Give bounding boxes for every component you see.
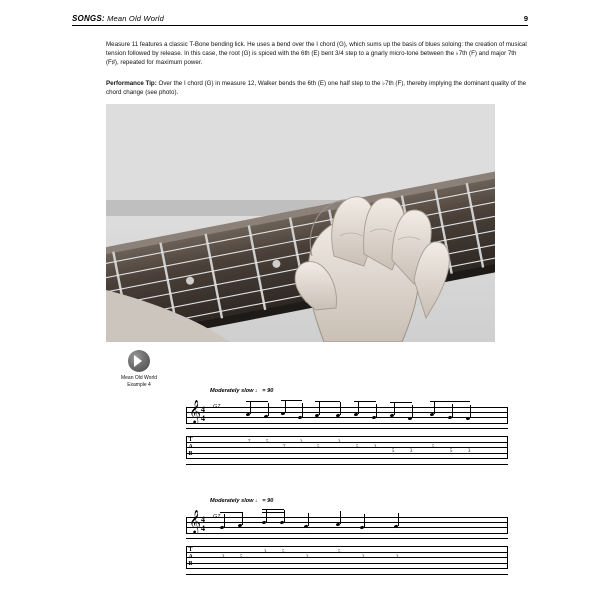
time-signature-top-2: 4 — [201, 515, 205, 524]
performance-tip-paragraph — [106, 79, 528, 97]
header-song-title: Mean Old World — [107, 14, 165, 23]
staff-lines-1 — [186, 407, 508, 429]
tab-label-b-2: B — [188, 560, 193, 567]
tab-lines-1 — [186, 436, 508, 465]
tempo-equals-1: = — [262, 388, 266, 394]
body-paragraph-1: Measure 11 features a classic T-Bone bending lick. He uses a bend over the I chord (G), which sums up the basis of blues soloing: the creation of musical tension followed by release. In this case, the root (G) is spiced with the 6th (E) bent 3/4 step to a gnarly micro-tone between the ♭7th (F) and major 7th (F♯), repeated for maximum power. — [106, 41, 527, 67]
tablature-staff-1 — [186, 434, 508, 464]
tempo-note-icon-1: ♩ — [255, 388, 261, 394]
barline-end-1 — [507, 407, 508, 424]
tempo-text-1: Moderately slow — [210, 388, 254, 394]
audio-example-block[interactable] — [104, 350, 174, 388]
performance-tip-text: Over the I chord (G) in measure 12, Walker bends the 6th (E) one half step to the ♭7th (F), thereby implying the dominant quality of the chord change (see photo). — [106, 80, 527, 97]
tab-label-a-1: A — [188, 443, 193, 450]
tab-number: 3 — [222, 554, 225, 560]
tab-number: 3 — [300, 440, 303, 445]
tab-number: 5 — [432, 444, 435, 450]
tab-barline-end-1 — [507, 436, 508, 459]
tab-label-t-1: T — [188, 436, 193, 443]
tab-number: 7 — [248, 440, 251, 445]
tab-barline-start-1 — [186, 436, 187, 459]
tab-number: 5 — [450, 449, 453, 455]
treble-clef-icon-1: 𝄞 — [189, 399, 201, 423]
tempo-marking-1 — [210, 388, 508, 394]
barline-start-1 — [186, 407, 187, 424]
header-left-group — [72, 14, 164, 23]
tab-number: 3 — [264, 550, 267, 555]
tab-number: 5 — [266, 440, 269, 445]
tab-label-b-1: B — [188, 450, 193, 457]
audio-play-icon[interactable] — [128, 350, 150, 372]
page-number: 9 — [523, 14, 528, 23]
tab-number: 5 — [317, 444, 320, 450]
audio-caption-line-2: Example 4 — [127, 381, 151, 388]
audio-caption-line-1: Mean Old World — [120, 375, 158, 381]
tablature-staff-2 — [186, 544, 508, 574]
header-section-label: SONGS: — [72, 14, 105, 23]
tab-barline-start-2 — [186, 546, 187, 569]
tempo-marking-2 — [210, 498, 508, 504]
time-signature-top-1: 4 — [201, 405, 205, 414]
tempo-note-icon-2: ♩ — [255, 498, 261, 504]
tab-number: 3 — [362, 554, 365, 560]
tempo-equals-2: = — [262, 498, 266, 504]
audio-caption — [104, 375, 174, 388]
tab-number: 3 — [396, 554, 399, 560]
time-signature-bottom-1: 4 — [201, 414, 205, 423]
guitar-hand-photo — [106, 104, 495, 342]
barline-end-2 — [507, 517, 508, 534]
tab-number: 3 — [468, 449, 471, 455]
tab-label-t-2: T — [188, 546, 193, 553]
performance-tip-label: Performance Tip: — [106, 80, 157, 87]
tab-lines-2 — [186, 546, 508, 575]
notation-staff-2 — [186, 505, 508, 539]
tab-barline-end-2 — [507, 546, 508, 569]
tab-number: 3 — [306, 554, 309, 560]
page-header — [72, 14, 528, 26]
photo-illustration — [106, 104, 495, 342]
chord-symbol-1: G7 — [213, 404, 221, 410]
tab-number: 5 — [392, 449, 395, 455]
tempo-bpm-1: 90 — [267, 388, 274, 394]
chord-symbol-2: G7 — [213, 514, 221, 520]
time-signature-bottom-2: 4 — [201, 524, 205, 533]
staff-lines-2 — [186, 517, 508, 539]
barline-start-2 — [186, 517, 187, 534]
tab-number: 5 — [338, 550, 341, 555]
treble-clef-icon-2: 𝄞 — [189, 509, 201, 533]
tab-label-a-2: A — [188, 553, 193, 560]
tempo-text-2: Moderately slow — [210, 498, 254, 504]
tab-number: 3 — [338, 440, 341, 445]
tab-number: 3 — [410, 449, 413, 455]
tab-number: 5 — [282, 550, 285, 555]
music-system-1 — [186, 388, 508, 464]
notation-staff-1 — [186, 395, 508, 429]
tab-number: 5 — [240, 554, 243, 560]
tempo-bpm-2: 90 — [267, 498, 274, 504]
tab-number: 5 — [356, 444, 359, 450]
tab-number: 3 — [374, 444, 377, 450]
tab-number: 7 — [283, 444, 286, 450]
music-system-2 — [186, 498, 508, 574]
